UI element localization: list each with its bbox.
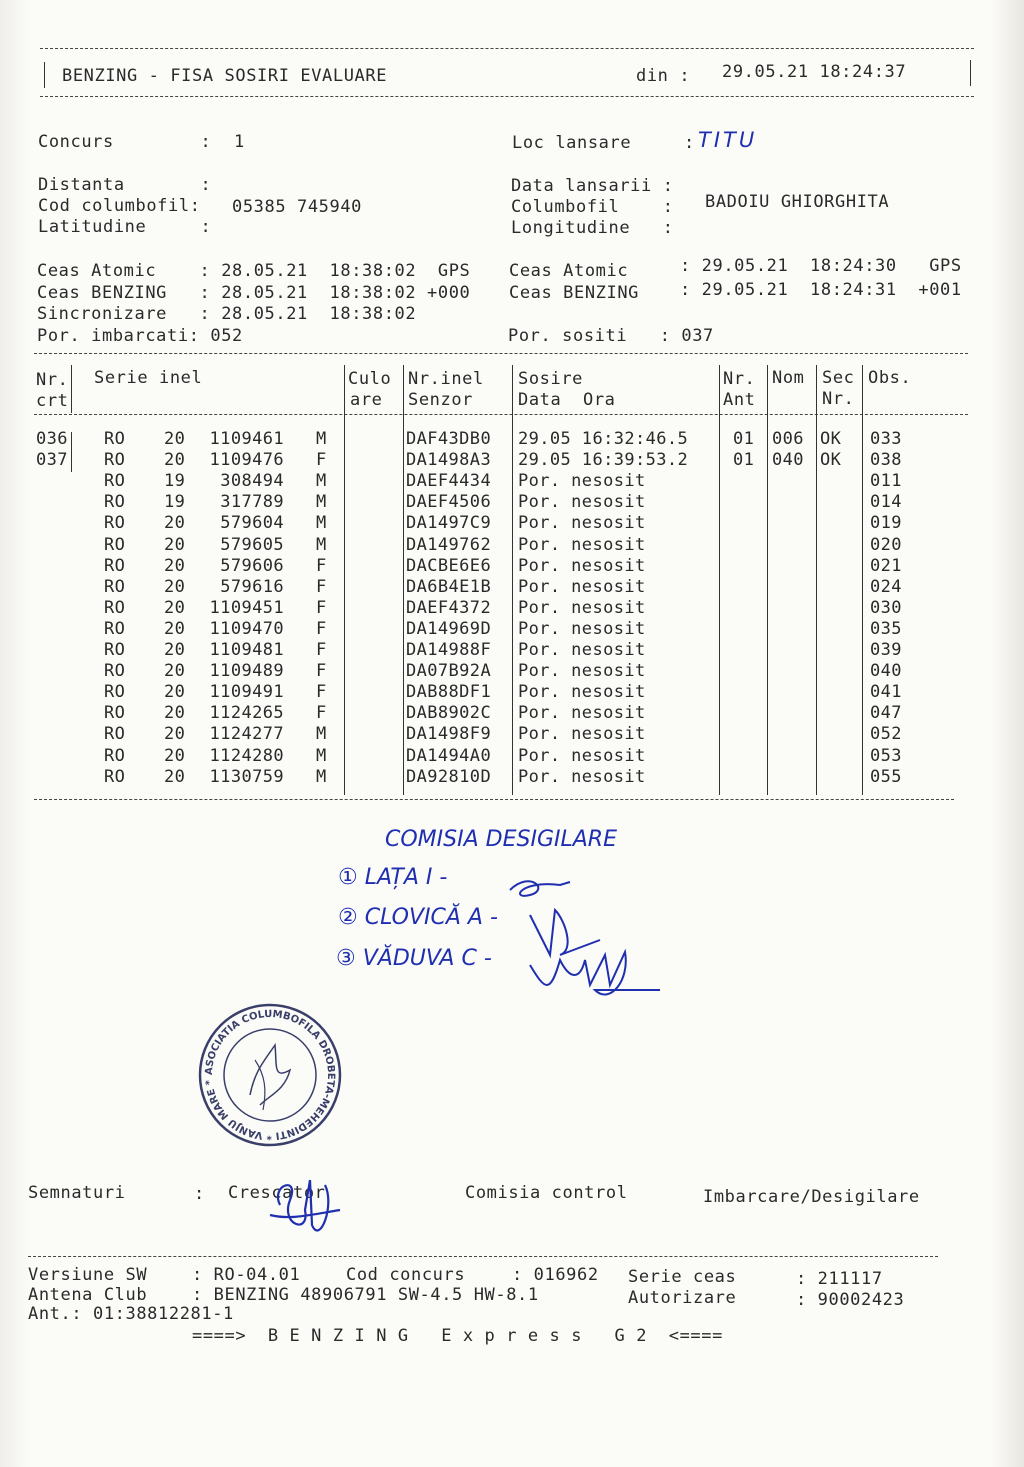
col-serie-inel: Serie inel xyxy=(94,368,203,388)
cell-obs: 038 xyxy=(870,450,902,470)
cell-sex: F xyxy=(316,661,327,681)
cell-sec: OK xyxy=(820,450,842,470)
por-imbarcati: Por. imbarcati: 052 xyxy=(37,326,243,346)
cell-sosire: Por. nesosit xyxy=(518,661,646,681)
col-culoare-bottom: are xyxy=(350,390,383,410)
cell-sosire: Por. nesosit xyxy=(518,492,646,512)
loc-lansare-sep: : xyxy=(684,133,695,153)
cell-obs: 030 xyxy=(870,598,902,618)
cell-senzor: DAF43DB0 xyxy=(406,429,492,449)
cell-obs: 053 xyxy=(870,746,902,766)
cell-crt: 037 xyxy=(36,450,68,470)
handwritten-member-1: ① LAȚA I - xyxy=(338,865,448,890)
cell-obs: 040 xyxy=(870,661,902,681)
antenna-id: Ant.: 01:38812281-1 xyxy=(28,1304,234,1324)
cell-obs: 039 xyxy=(870,640,902,660)
cell-nr: 1109481 xyxy=(209,640,284,660)
header-top-rule xyxy=(40,48,974,49)
col-nr-ant-top: Nr. xyxy=(723,369,756,389)
cell-nr: 579616 xyxy=(220,577,284,597)
cell-tara: RO xyxy=(104,661,126,681)
col-nr-ant-bottom: Ant xyxy=(723,390,756,410)
cell-senzor: DAEF4372 xyxy=(406,598,492,618)
cell-tara: RO xyxy=(104,492,126,512)
cell-sosire: Por. nesosit xyxy=(518,556,646,576)
ceas-atomic-arrival-label: Ceas Atomic xyxy=(509,261,629,281)
cell-sex: F xyxy=(316,640,327,660)
cell-sex: F xyxy=(316,598,327,618)
cell-senzor: DA14969D xyxy=(406,619,492,639)
cell-senzor: DAEF4506 xyxy=(406,492,492,512)
cell-sex: M xyxy=(316,492,327,512)
member-signatures-scribble xyxy=(490,860,670,1010)
cell-sosire: 29.05 16:32:46.5 xyxy=(518,429,689,449)
versiune-sw-label: Versiune SW xyxy=(28,1265,148,1285)
cell-sosire: Por. nesosit xyxy=(518,598,646,618)
cell-senzor: DA1497C9 xyxy=(406,513,492,533)
cell-sosire: Por. nesosit xyxy=(518,746,646,766)
cell-tara: RO xyxy=(104,577,126,597)
cell-tara: RO xyxy=(104,535,126,555)
cell-sosire: Por. nesosit xyxy=(518,619,646,639)
col-sosire-top: Sosire xyxy=(518,369,584,389)
cell-nr: 1109491 xyxy=(209,682,284,702)
cell-sosire: Por. nesosit xyxy=(518,640,646,660)
cell-an: 20 xyxy=(164,556,186,576)
cell-obs: 014 xyxy=(870,492,902,512)
col-nr-crt-top: Nr. xyxy=(36,370,69,390)
cell-sosire: Por. nesosit xyxy=(518,703,646,723)
loc-lansare-handwritten: TITU xyxy=(698,128,758,152)
autorizare-label: Autorizare xyxy=(628,1288,737,1308)
sincronizare-line: Sincronizare : 28.05.21 18:38:02 xyxy=(37,304,417,324)
cell-an: 20 xyxy=(164,767,186,787)
cell-senzor: DAEF4434 xyxy=(406,471,492,491)
header-left-edge xyxy=(44,62,45,88)
cell-tara: RO xyxy=(104,640,126,660)
stamp-text: ASOCIATIA COLUMBOFILA DROBETA-MEHEDINTI * VANJU MARE * xyxy=(203,1008,337,1142)
cell-nr: 1130759 xyxy=(209,767,284,787)
cell-sex: M xyxy=(316,535,327,555)
col-obs: Obs. xyxy=(868,368,912,388)
cell-tara: RO xyxy=(104,513,126,533)
cell-nr: 1109451 xyxy=(209,598,284,618)
columbofil-value: BADOIU GHIORGHITA xyxy=(705,192,890,212)
cell-an: 20 xyxy=(164,640,186,660)
antena-club-value: : BENZING 48906791 SW-4.5 HW-8.1 xyxy=(192,1285,539,1305)
cell-sex: F xyxy=(316,556,327,576)
cell-an: 19 xyxy=(164,492,186,512)
cell-sex: M xyxy=(316,513,327,533)
por-sositi: Por. sositi : 037 xyxy=(508,326,714,346)
table-header-top-rule xyxy=(34,353,968,354)
cell-obs: 047 xyxy=(870,703,902,723)
cell-sex: F xyxy=(316,619,327,639)
col-sec-bottom: Nr. xyxy=(822,389,855,409)
separator-sosire xyxy=(512,365,513,795)
cell-nr: 1109476 xyxy=(209,450,284,470)
din-label: din : xyxy=(636,66,691,86)
cell-sosire: Por. nesosit xyxy=(518,577,646,597)
cell-nr: 317789 xyxy=(220,492,284,512)
cell-sex: F xyxy=(316,450,327,470)
cell-obs: 035 xyxy=(870,619,902,639)
cell-ant: 01 xyxy=(733,450,755,470)
cell-ant: 01 xyxy=(733,429,755,449)
separator-crt-header xyxy=(71,365,72,413)
separator-ant xyxy=(719,365,720,795)
longitudine-label: Longitudine : xyxy=(511,218,674,238)
cell-nr: 579605 xyxy=(220,535,284,555)
cell-tara: RO xyxy=(104,556,126,576)
semnaturi-sep: : xyxy=(194,1184,205,1204)
cell-an: 20 xyxy=(164,450,186,470)
separator-culoare xyxy=(344,365,345,795)
ceas-atomic-launch: Ceas Atomic : 28.05.21 18:38:02 GPS xyxy=(37,261,471,281)
print-timestamp: 29.05.21 18:24:37 xyxy=(722,62,907,82)
cell-tara: RO xyxy=(104,682,126,702)
cell-tara: RO xyxy=(104,767,126,787)
cell-tara: RO xyxy=(104,703,126,723)
cell-nr: 1124265 xyxy=(209,703,284,723)
cell-senzor: DA1498A3 xyxy=(406,450,492,470)
col-nr-inel-top: Nr.inel xyxy=(408,369,484,389)
cell-nr: 1109489 xyxy=(209,661,284,681)
separator-crt-body xyxy=(71,432,72,472)
cell-sex: M xyxy=(316,746,327,766)
cod-concurs-label: Cod concurs xyxy=(346,1265,466,1285)
ceas-benzing-arrival-label: Ceas BENZING xyxy=(509,283,640,303)
cell-nom: 006 xyxy=(772,429,804,449)
cell-sosire: Por. nesosit xyxy=(518,724,646,744)
cell-an: 20 xyxy=(164,746,186,766)
handwritten-member-2: ② CLOVICĂ A - xyxy=(338,905,498,930)
cell-an: 20 xyxy=(164,577,186,597)
serie-ceas-label: Serie ceas xyxy=(628,1267,737,1287)
separator-sec xyxy=(816,365,817,795)
cell-obs: 020 xyxy=(870,535,902,555)
cell-an: 20 xyxy=(164,619,186,639)
cell-senzor: DA07B92A xyxy=(406,661,492,681)
col-sosire-bottom: Data Ora xyxy=(518,390,616,410)
cell-tara: RO xyxy=(104,619,126,639)
cell-senzor: DAB88DF1 xyxy=(406,682,492,702)
cell-an: 20 xyxy=(164,429,186,449)
autorizare-value: : 90002423 xyxy=(796,1290,905,1310)
cell-obs: 019 xyxy=(870,513,902,533)
cell-senzor: DA149762 xyxy=(406,535,492,555)
semnaturi-label: Semnaturi xyxy=(28,1183,126,1203)
cell-an: 20 xyxy=(164,661,186,681)
cell-sosire: Por. nesosit xyxy=(518,535,646,555)
ceas-benzing-arrival-value: : 29.05.21 18:24:31 +001 xyxy=(680,280,962,300)
cell-an: 20 xyxy=(164,535,186,555)
ceas-atomic-arrival-value: : 29.05.21 18:24:30 GPS xyxy=(680,256,962,276)
versiune-sw-value: : RO-04.01 xyxy=(192,1265,301,1285)
cell-obs: 055 xyxy=(870,767,902,787)
cell-an: 19 xyxy=(164,471,186,491)
cell-obs: 024 xyxy=(870,577,902,597)
separator-nom xyxy=(767,365,768,795)
antena-club-label: Antena Club xyxy=(28,1285,148,1305)
separator-obs xyxy=(862,365,863,795)
benzing-express-banner: ====> B E N Z I N G E x p r e s s G 2 <==== xyxy=(192,1326,723,1346)
table-header-bottom-rule xyxy=(34,414,968,415)
footer-top-rule xyxy=(28,1256,938,1257)
cell-sosire: Por. nesosit xyxy=(518,471,646,491)
cell-an: 20 xyxy=(164,682,186,702)
serie-ceas-value: : 211117 xyxy=(796,1269,883,1289)
cell-obs: 011 xyxy=(870,471,902,491)
cod-columbofil-value: 05385 745940 xyxy=(232,197,363,217)
header-right-edge xyxy=(970,60,971,86)
cell-senzor: DA92810D xyxy=(406,767,492,787)
cell-obs: 021 xyxy=(870,556,902,576)
cell-tara: RO xyxy=(104,429,126,449)
cell-nr: 1109461 xyxy=(209,429,284,449)
document-title: BENZING - FISA SOSIRI EVALUARE xyxy=(62,66,388,86)
table-bottom-rule xyxy=(34,799,954,800)
cell-sosire: 29.05 16:39:53.2 xyxy=(518,450,689,470)
cell-senzor: DACBE6E6 xyxy=(406,556,492,576)
cell-an: 20 xyxy=(164,513,186,533)
col-culoare-top: Culo xyxy=(348,369,392,389)
loc-lansare-label: Loc lansare xyxy=(512,133,632,153)
col-nr-inel-bottom: Senzor xyxy=(408,390,474,410)
club-stamp xyxy=(195,1000,345,1150)
header-bottom-rule xyxy=(40,96,974,97)
cell-sec: OK xyxy=(820,429,842,449)
cod-concurs-value: : 016962 xyxy=(512,1265,599,1285)
cell-sosire: Por. nesosit xyxy=(518,682,646,702)
col-nom: Nom xyxy=(772,368,805,388)
cell-nr: 579606 xyxy=(220,556,284,576)
cell-senzor: DA1498F9 xyxy=(406,724,492,744)
cell-sex: M xyxy=(316,471,327,491)
ceas-benzing-launch: Ceas BENZING : 28.05.21 18:38:02 +000 xyxy=(37,283,471,303)
cell-sex: M xyxy=(316,429,327,449)
cell-crt: 036 xyxy=(36,429,68,449)
concurs-label: Concurs : xyxy=(38,132,212,152)
cell-senzor: DA6B4E1B xyxy=(406,577,492,597)
latitudine-label: Latitudine : xyxy=(38,217,212,237)
handwritten-member-3: ③ VĂDUVA C - xyxy=(336,946,492,971)
cell-sex: M xyxy=(316,767,327,787)
crescator-signature xyxy=(250,1165,350,1255)
separator-nr-inel xyxy=(403,365,404,795)
cell-sex: M xyxy=(316,724,327,744)
columbofil-label: Columbofil : xyxy=(511,197,674,217)
cell-nom: 040 xyxy=(772,450,804,470)
cell-obs: 041 xyxy=(870,682,902,702)
cell-nr: 1124277 xyxy=(209,724,284,744)
cell-nr: 308494 xyxy=(220,471,284,491)
cell-an: 20 xyxy=(164,598,186,618)
distanta-label: Distanta : xyxy=(38,175,212,195)
cell-an: 20 xyxy=(164,703,186,723)
cell-sex: F xyxy=(316,703,327,723)
concurs-value: 1 xyxy=(234,132,245,152)
imbarcare-desigilare-label: Imbarcare/Desigilare xyxy=(703,1187,920,1207)
crescator-label: Crescator xyxy=(228,1183,326,1203)
col-sec-top: Sec xyxy=(822,368,855,388)
cell-tara: RO xyxy=(104,450,126,470)
cell-senzor: DA1494A0 xyxy=(406,746,492,766)
cell-tara: RO xyxy=(104,746,126,766)
cell-sex: F xyxy=(316,682,327,702)
col-nr-crt-bottom: crt xyxy=(36,391,69,411)
cell-nr: 1124280 xyxy=(209,746,284,766)
cell-sex: F xyxy=(316,577,327,597)
cell-senzor: DA14988F xyxy=(406,640,492,660)
cell-sosire: Por. nesosit xyxy=(518,513,646,533)
cell-obs: 033 xyxy=(870,429,902,449)
cell-nr: 1109470 xyxy=(209,619,284,639)
cell-tara: RO xyxy=(104,598,126,618)
comisia-control-label: Comisia control xyxy=(465,1183,628,1203)
cell-nr: 579604 xyxy=(220,513,284,533)
cell-sosire: Por. nesosit xyxy=(518,767,646,787)
cod-columbofil-label: Cod columbofil: xyxy=(38,196,201,216)
cell-obs: 052 xyxy=(870,724,902,744)
cell-an: 20 xyxy=(164,724,186,744)
data-lansarii-label: Data lansarii : xyxy=(511,176,674,196)
handwritten-comisia-heading: COMISIA DESIGILARE xyxy=(385,827,617,852)
cell-tara: RO xyxy=(104,724,126,744)
cell-senzor: DAB8902C xyxy=(406,703,492,723)
cell-tara: RO xyxy=(104,471,126,491)
